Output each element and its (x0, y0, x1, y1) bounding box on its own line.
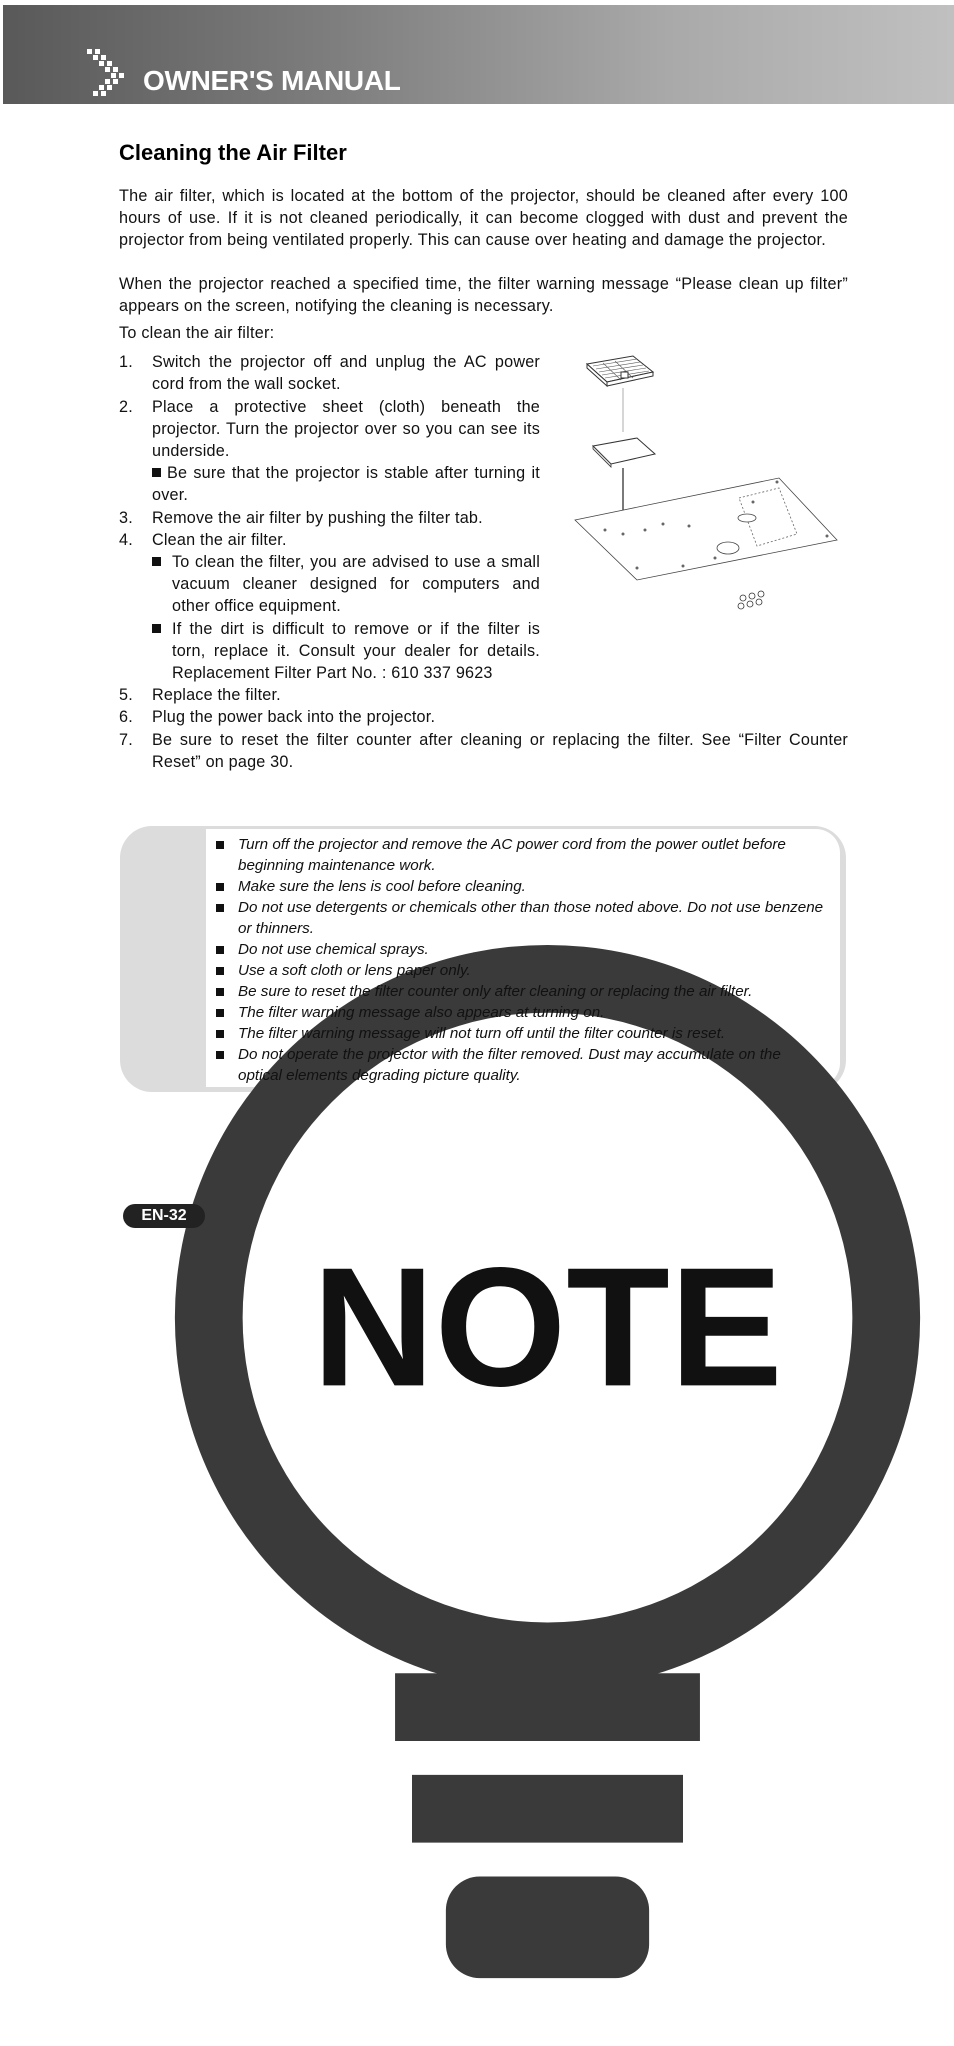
step-number: 6. (119, 708, 133, 726)
section-heading: Cleaning the Air Filter (119, 140, 347, 165)
note-item (213, 981, 825, 1002)
note-list (213, 834, 825, 1086)
bullet-square-icon (152, 557, 161, 566)
bullet-square-icon (216, 883, 224, 891)
double-chevron-icon (87, 49, 131, 97)
note-item-text: The filter warning message also appears at turning on. (238, 1004, 605, 1021)
note-item-text: Use a soft cloth or lens paper only. (238, 962, 471, 979)
bullet-square-icon (216, 1030, 224, 1038)
projector-underside (575, 478, 837, 580)
step-number: 4. (119, 531, 133, 549)
header-banner (3, 5, 954, 104)
step-number: 5. (119, 686, 133, 704)
step-text: Remove the air filter by pushing the filter tab. (152, 509, 483, 527)
note-item (213, 960, 825, 981)
step-4-subnote-text: To clean the filter, you are advised to use a small vacuum cleaner designed for computers and other office equipment. (172, 553, 540, 615)
note-item-text: Turn off the projector and remove the AC power cord from the power outlet before beginning maintenance work. (238, 836, 786, 874)
note-item (213, 1044, 825, 1086)
note-item (213, 1023, 825, 1044)
filter-pad (593, 438, 655, 464)
note-item-text: Make sure the lens is cool before cleaning. (238, 878, 526, 895)
bullet-square-icon (152, 468, 161, 477)
note-item (213, 897, 825, 939)
step-number: 7. (119, 731, 133, 749)
step-text: Plug the power back into the projector. (152, 708, 436, 726)
bullet-square-icon (216, 988, 224, 996)
note-item-text: Do not use detergents or chemicals other than those noted above. Do not use benzene or thinners. (238, 899, 824, 937)
note-bulb-icon (141, 928, 954, 2046)
note-item-text: Do not operate the projector with the filter removed. Dust may accumulate on the optical elements degrading picture quality. (238, 1046, 781, 1084)
step-number: 2. (119, 398, 133, 416)
note-item (213, 939, 825, 960)
step-2-subnote-text: Be sure that the projector is stable after turning it over. (152, 464, 540, 504)
screws (738, 591, 764, 609)
intro-paragraph-3: To clean the air filter: (119, 324, 275, 342)
note-item-text: The filter warning message will not turn off until the filter counter is reset. (238, 1025, 726, 1042)
bullet-square-icon (216, 841, 224, 849)
bullet-square-icon (216, 1009, 224, 1017)
note-item (213, 1002, 825, 1023)
filter-removal-illustration (565, 352, 850, 622)
step-text: Switch the projector off and unplug the AC power cord from the wall socket. (152, 353, 540, 393)
intro-paragraph-1: The air filter, which is located at the bottom of the projector, should be cleaned after every 100 hours of use. If it is not cleaned periodically, it can become clogged with dust and prevent the projector from being ventilated properly. This can cause over heating and damage the projector. (119, 187, 848, 249)
bullet-square-icon (216, 904, 224, 912)
bullet-square-icon (216, 967, 224, 975)
step-text: Be sure to reset the filter counter after cleaning or replacing the filter. See “Filter Counter Reset” on page 30. (152, 731, 848, 771)
step-number: 3. (119, 509, 133, 527)
manual-title: OWNER'S MANUAL (143, 65, 401, 96)
bullet-square-icon (152, 624, 161, 633)
intro-paragraph-2: When the projector reached a specified time, the filter warning message “Please clean up filter” appears on the screen, notifying the cleaning is necessary. (119, 275, 848, 315)
bullet-square-icon (216, 946, 224, 954)
note-item (213, 834, 825, 876)
note-label: NOTE (312, 1232, 783, 1422)
step-text: Replace the filter. (152, 686, 281, 704)
note-item (213, 876, 825, 897)
step-4-subnote-2 (152, 618, 540, 684)
step-4-subnote-text: If the dirt is difficult to remove or if the filter is torn, replace it. Consult your dealer for details. Replacement Filter Part No. : 610 337 9623 (172, 620, 540, 682)
step-4-subnote-1 (152, 551, 540, 617)
note-item-text: Be sure to reset the filter counter only after cleaning or replacing the air filter. (238, 983, 753, 1000)
step-text: Clean the air filter. (152, 531, 287, 549)
step-2-subnote (152, 462, 540, 506)
step-text: Place a protective sheet (cloth) beneath the projector. Turn the projector over so you can see its underside. (152, 398, 540, 460)
bullet-square-icon (216, 1051, 224, 1059)
filter-frame (587, 356, 653, 386)
step-number: 1. (119, 353, 133, 371)
page-number-badge: EN-32 (123, 1204, 205, 1228)
note-item-text: Do not use chemical sprays. (238, 941, 429, 958)
